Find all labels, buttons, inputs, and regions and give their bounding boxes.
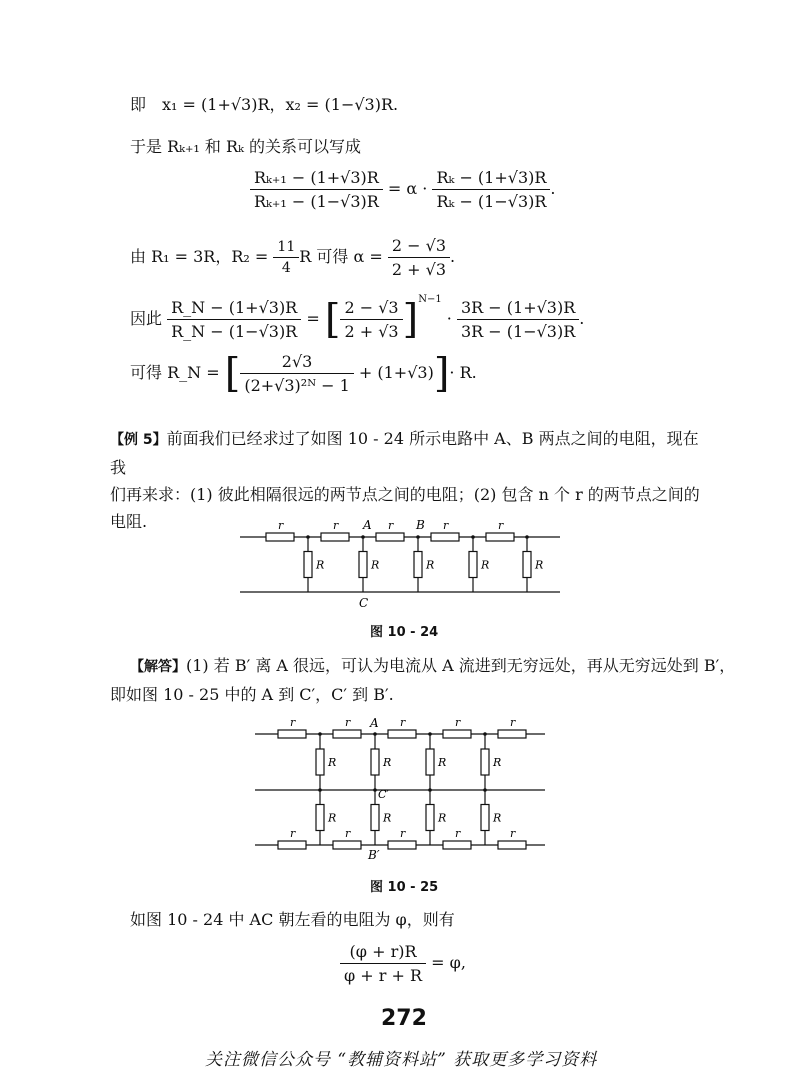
rn-plus: + (1+√3)	[358, 363, 434, 382]
eq1-end: .	[550, 179, 556, 198]
node-label-a: A	[363, 518, 372, 532]
final-intro: 如图 10 - 24 中 AC 朝左看的电阻为 φ，则有	[130, 910, 455, 929]
alpha-frac-den: 4	[281, 260, 291, 276]
figure-10-25-circuit	[245, 712, 555, 862]
series-resistor-label: r	[443, 519, 449, 532]
therefore-exponent: N−1	[418, 294, 442, 305]
junction-dot	[483, 732, 487, 736]
rn-line	[130, 352, 477, 395]
shunt-resistor-label: R	[426, 558, 435, 572]
junction-dot	[416, 535, 420, 539]
shunt-resistor-label: R	[438, 756, 447, 769]
example-text-1: 前面我们已经求过了如图 10 - 24 所示电路中 A、B 两点之间的电阻，现在我	[110, 429, 699, 477]
junction-dot	[428, 788, 432, 792]
junction-dot	[306, 535, 310, 539]
series-resistor	[333, 730, 361, 738]
figure-10-24-caption: 图 10 - 24	[370, 625, 439, 640]
series-resistor	[266, 533, 294, 541]
shunt-resistor-label: R	[535, 558, 544, 572]
eq1-lhs-fraction	[250, 168, 383, 211]
shunt-resistor	[371, 805, 379, 831]
shunt-resistor-label: R	[383, 756, 392, 769]
therefore-end: .	[579, 309, 585, 328]
final-fraction	[340, 942, 426, 985]
series-resistor	[333, 841, 361, 849]
therefore-rhs-den: 3R − (1−√3)R	[460, 322, 576, 341]
roots-line: 即 x₁ = (1+√3)R，x₂ = (1−√3)R.	[130, 95, 399, 114]
figure-10-24-circuit	[230, 515, 570, 610]
rn-left-bracket: [	[224, 350, 241, 397]
shunt-resistors-2	[316, 732, 501, 845]
series-resistor-label: r	[290, 827, 296, 840]
example-line-3: 电阻.	[110, 512, 148, 531]
therefore-lhs-den: R_N − (1−√3)R	[171, 322, 298, 341]
therefore-eq: =	[306, 309, 320, 328]
alpha-small-fraction	[273, 239, 299, 276]
alpha-den: 2 + √3	[391, 260, 446, 279]
series-resistor	[388, 730, 416, 738]
junction-dot	[318, 732, 322, 736]
series-resistor-label: r	[278, 519, 284, 532]
top-series-resistors	[278, 716, 526, 738]
shunt-resistor	[359, 552, 367, 578]
eq1-lhs-num: Rₖ₊₁ − (1+√3)R	[250, 168, 383, 190]
node-label-c: C	[359, 596, 369, 610]
shunt-resistor	[481, 749, 489, 775]
series-resistor-label: r	[455, 827, 461, 840]
alpha-frac-num: 11	[273, 239, 299, 258]
eq1-mid: = α ·	[387, 179, 428, 198]
series-resistor-label: r	[510, 827, 516, 840]
shunt-resistor	[371, 749, 379, 775]
left-bracket: [	[324, 296, 341, 343]
shunt-resistor	[469, 552, 477, 578]
therefore-rhs-num: 3R − (1+√3)R	[457, 298, 579, 320]
node-label-c-prime: C′	[378, 788, 389, 801]
answer-line-2: 即如图 10 - 25 中的 A 到 C′，C′ 到 B′.	[110, 685, 394, 704]
rn-fraction	[240, 352, 353, 395]
series-resistor	[498, 730, 526, 738]
rn-right-bracket: ]	[433, 350, 450, 397]
series-resistor-label: r	[498, 519, 504, 532]
series-resistor	[376, 533, 404, 541]
therefore-line	[130, 294, 584, 341]
therefore-br-den: 2 + √3	[344, 322, 399, 341]
series-resistor-label: r	[400, 827, 406, 840]
therefore-rhs-fraction	[457, 298, 579, 341]
eq1-rhs-fraction	[432, 168, 550, 211]
series-resistor-label: r	[345, 716, 351, 729]
shunt-resistor-label: R	[481, 558, 490, 572]
shunt-resistor	[316, 805, 324, 831]
shunt-resistors	[304, 535, 543, 592]
shunt-resistor-label: R	[493, 811, 502, 825]
eq1-rhs-num: Rₖ − (1+√3)R	[432, 168, 550, 190]
shunt-resistor	[304, 552, 312, 578]
shunt-resistor	[481, 805, 489, 831]
right-bracket: ]	[402, 296, 419, 343]
eq1-rhs-den: Rₖ − (1−√3)R	[436, 192, 547, 211]
therefore-lhs-fraction	[167, 298, 301, 341]
series-resistor-label: r	[510, 716, 516, 729]
shunt-resistor-label: R	[371, 558, 380, 572]
series-resistor	[486, 533, 514, 541]
equation-alpha-relation	[250, 168, 556, 211]
series-resistor	[278, 730, 306, 738]
junction-dot	[373, 788, 377, 792]
answer-text-1: (1) 若 B′ 离 A 很远，可认为电流从 A 流进到无穷远处，再从无穷远处到 B′，	[186, 656, 736, 675]
final-rhs: = φ,	[431, 953, 466, 972]
therefore-pre: 因此	[130, 309, 163, 328]
shunt-resistor	[426, 805, 434, 831]
shunt-resistor-label: R	[438, 811, 447, 825]
series-resistor-label: r	[400, 716, 406, 729]
therefore-lhs-num: R_N − (1+√3)R	[167, 298, 301, 320]
junction-dot	[428, 732, 432, 736]
series-resistor-label: r	[290, 716, 296, 729]
alpha-mid: R 可得 α =	[299, 247, 383, 266]
answer-line-1	[130, 652, 736, 681]
series-resistor-label: r	[333, 519, 339, 532]
answer-paragraph	[110, 652, 736, 708]
series-resistor	[278, 841, 306, 849]
answer-tag: 【解答】	[130, 659, 186, 675]
therefore-bracket-fraction	[340, 298, 402, 341]
shunt-resistor-label: R	[493, 756, 502, 769]
junction-dot	[318, 788, 322, 792]
rn-num: 2√3	[240, 352, 353, 374]
shunt-resistor	[316, 749, 324, 775]
series-resistor	[388, 841, 416, 849]
shunt-resistor-label: R	[328, 811, 337, 825]
shunt-resistor	[426, 749, 434, 775]
series-resistors	[266, 519, 514, 541]
final-den: φ + r + R	[344, 966, 423, 985]
eq1-lhs-den: Rₖ₊₁ − (1−√3)R	[254, 192, 379, 211]
shunt-resistor	[414, 552, 422, 578]
example-line-2: 们再来求：(1) 彼此相隔很远的两节点之间的电阻；(2) 包含 n 个 r 的两节点之间的	[110, 485, 700, 504]
page-number: 272	[381, 1006, 427, 1031]
footer-note: 关注微信公众号 “教辅资料站” 获取更多学习资料	[205, 1050, 598, 1070]
rn-den: (2+√3)²ᴺ − 1	[244, 376, 350, 395]
alpha-pre: 由 R₁ = 3R，R₂ =	[130, 247, 269, 266]
rn-pre: 可得 R_N =	[130, 363, 220, 382]
node-label-a-2: A	[370, 716, 379, 730]
final-num: (φ + r)R	[340, 942, 426, 964]
example-tag: 【例 5】	[110, 432, 167, 448]
junction-dot	[361, 535, 365, 539]
rn-end: · R.	[449, 363, 477, 382]
series-resistor	[431, 533, 459, 541]
junction-dot	[483, 788, 487, 792]
relation-intro: 于是 Rₖ₊₁ 和 Rₖ 的关系可以写成	[130, 137, 361, 156]
final-equation	[340, 942, 466, 985]
alpha-num: 2 − √3	[388, 236, 450, 258]
alpha-end: .	[450, 247, 456, 266]
shunt-resistor-label: R	[383, 811, 392, 825]
shunt-resistor-label: R	[316, 558, 325, 572]
node-label-b: B	[416, 518, 425, 532]
junction-dot	[525, 535, 529, 539]
shunt-resistor-label: R	[328, 756, 337, 769]
figure-10-25-caption: 图 10 - 25	[370, 880, 439, 895]
junction-dot	[471, 535, 475, 539]
series-resistor-label: r	[455, 716, 461, 729]
therefore-br-num: 2 − √3	[340, 298, 402, 320]
series-resistor-label: r	[345, 827, 351, 840]
node-label-b-prime: B′	[368, 848, 380, 862]
shunt-resistor	[523, 552, 531, 578]
series-resistor-label: r	[388, 519, 394, 532]
therefore-dot: ·	[446, 309, 452, 328]
series-resistor	[498, 841, 526, 849]
series-resistor	[321, 533, 349, 541]
alpha-fraction	[388, 236, 450, 279]
series-resistor	[443, 841, 471, 849]
series-resistor	[443, 730, 471, 738]
junction-dot	[373, 732, 377, 736]
alpha-line	[130, 236, 455, 279]
example-line-1	[110, 425, 710, 481]
